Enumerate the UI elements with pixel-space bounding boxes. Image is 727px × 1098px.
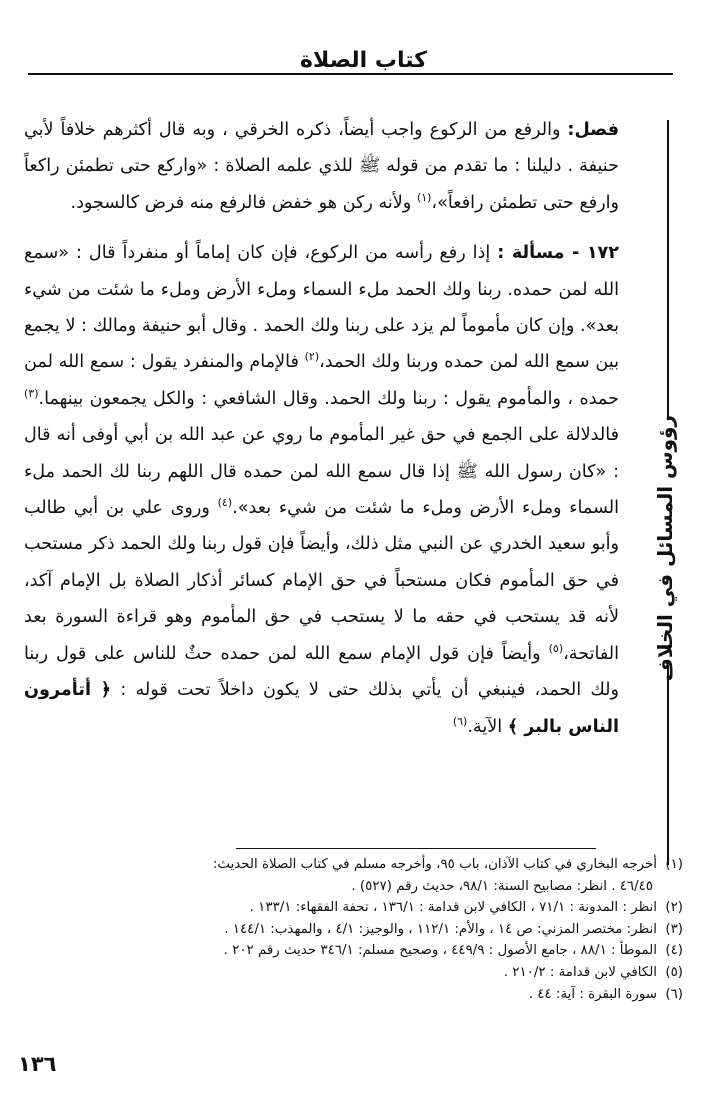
text-line: ولأنه ركن هو خفض فالرفع	[219, 192, 412, 213]
page-number: ١٣٦	[18, 1052, 57, 1076]
footnote-rule	[236, 848, 596, 849]
footnote	[43, 897, 683, 919]
footnote-number: (٣)	[665, 921, 683, 937]
issue-label: ١٧٢ - مسألة :	[497, 243, 620, 264]
side-title: رؤوس المسائل في الخلاف	[653, 415, 677, 682]
footnote-number: (٦)	[665, 986, 683, 1002]
text-line: عبد الله بن أبي أوفى أنه قال : «كان رسول الله ﷺ إذا قال سمع الله لمن حمده	[24, 425, 620, 482]
text-line: لا يستحب في حق المأموم وهو قراءة السورة بعد الفاتحة،	[24, 607, 619, 664]
footnote	[43, 940, 683, 962]
footnote	[43, 854, 683, 876]
text-line: فالإمام والمنفرد	[182, 352, 299, 373]
text-line: «سمع الله لمن حمده. ربنا ولك الحمد ملء السماء وملء الأرض وملء ما شئت	[24, 243, 620, 300]
footnote-number: (١)	[665, 857, 683, 872]
text-line: ومالك : لا يجمع بين سمع الله لمن حمده وربنا ولك الحمد،	[24, 316, 619, 373]
footnote	[43, 962, 683, 984]
footnote-text: الكافي لابن قدامة : ٢١٠/٢ .	[503, 964, 657, 980]
text-line: بعد».	[232, 498, 272, 519]
text-line: حتى تطمئن راكعاً وارفع حتى تطمئن رافعاً»،	[24, 156, 619, 213]
text-line: وأيضاً فإن قول	[428, 643, 541, 664]
section-label: فصل:	[567, 120, 620, 140]
footnote-text: ٤٦/٤٥ . انظر: مصابيح السنة: ٩٨/١، حديث رقم (٥٢٧) .	[351, 878, 653, 894]
footnote-continuation	[43, 876, 683, 898]
side-rule-bottom	[667, 665, 669, 865]
footnote-ref: (٢)	[304, 350, 320, 364]
footnote-number: (٤)	[665, 943, 683, 959]
footnote-number: (٥)	[665, 964, 683, 980]
issue-paragraph	[24, 235, 619, 745]
text-line: من شيء بعد». وإن كان مأموماً لم يزد على ربنا ولك الحمد . وقال أبو حنيفة	[24, 279, 619, 337]
text-line: فالدلالة على الجمع في حق غير المأموم ما روي عن	[241, 425, 619, 446]
header-rule	[28, 73, 673, 75]
header-title: كتاب الصلاة	[290, 48, 437, 73]
text-line: يأتي بذلك حتى لا يكون داخلاً تحت قوله :	[120, 680, 442, 701]
footnote	[43, 984, 683, 1006]
text-line: إذا رفع رأسه من الركوع، فإن كان إماماً أو منفرداً قال :	[76, 243, 491, 264]
text-line: في حق الإمام كسائر أذكار الصلاة بل الإمام آكد، لأنه قد يستحب في حقه ما	[24, 570, 619, 628]
footnote-text: انظر: مختصر المزني: ص ١٤ ، والأم: ١١٢/١ ، والوجيز: ٤/١ ، والمهذب: ١٤٤/١ .	[224, 921, 657, 937]
text-line: وروى علي بن أبي طالب وأبو سعيد الخدري عن النبي مثل ذلك،	[24, 498, 619, 555]
text-line: خلافاً لأبي حنيفة . دليلنا : ما تقدم من قوله ﷺ للذي علمه الصلاة : «واركع	[24, 120, 619, 177]
text-line: الآية.	[467, 716, 503, 737]
footnote-text: الموطأ : ٨٨/١ ، جامع الأصول : ٤٤٩/٩ ، وصحيح مسلم: ٣٤٦/١ حديث رقم ٢٠٢ .	[223, 943, 657, 959]
footnote-number: (٢)	[665, 900, 683, 916]
footnote-ref: (٣)	[24, 386, 39, 400]
text-line: الإمام سمع الله لمن حمده حثٌ للناس على قول ربنا ولك الحمد، فينبغي أن	[24, 643, 620, 701]
main-text	[24, 112, 619, 745]
text-line: منه فرض كالسجود.	[70, 192, 214, 213]
text-line: وأيضاً فإن قول ربنا ولك الحمد ذكر مستحب في حق المأموم فكان مستحباً	[24, 534, 620, 591]
footnotes	[43, 854, 683, 1005]
footnote-ref: (٥)	[548, 641, 564, 655]
side-title-column	[648, 120, 688, 870]
text-line: يقول : سمع الله لمن حمده ، والمأموم يقول : ربنا ولك الحمد. وقال الشافعي :	[24, 352, 619, 409]
footnote-text: سورة البقرة : آية: ٤٤ .	[528, 986, 657, 1002]
footnote-ref: (٤)	[217, 496, 233, 510]
text-line: قال اللهم ربنا لك الحمد ملء السماء وملء الأرض وملء ما شئت من شيء	[24, 461, 620, 519]
footnote	[43, 919, 683, 941]
footnote-ref: (٦)	[452, 714, 468, 728]
side-rule-top	[667, 120, 669, 420]
text-line: والرفع من الركوع واجب أيضاً، ذكره الخرقي ، وبه قال أكثرهم	[102, 120, 561, 140]
text-line: والكل يجمعون بينهما.	[38, 388, 195, 409]
section-paragraph	[24, 112, 619, 221]
footnote-text: أخرجه البخاري في كتاب الآذان، باب ٩٥، وأخرجه مسلم في كتاب الصلاة الحديث:	[212, 857, 657, 872]
running-header	[0, 48, 727, 73]
quran-verse: ﴿ أتأمرون الناس بالبر ﴾	[24, 680, 619, 737]
footnote-ref: (١)	[416, 190, 432, 204]
footnote-text: انظر : المدونة : ٧١/١ ، الكافي لابن قدامة : ١٣٦/١ ، تحفة الفقهاء: ١٣٣/١ .	[249, 900, 657, 916]
